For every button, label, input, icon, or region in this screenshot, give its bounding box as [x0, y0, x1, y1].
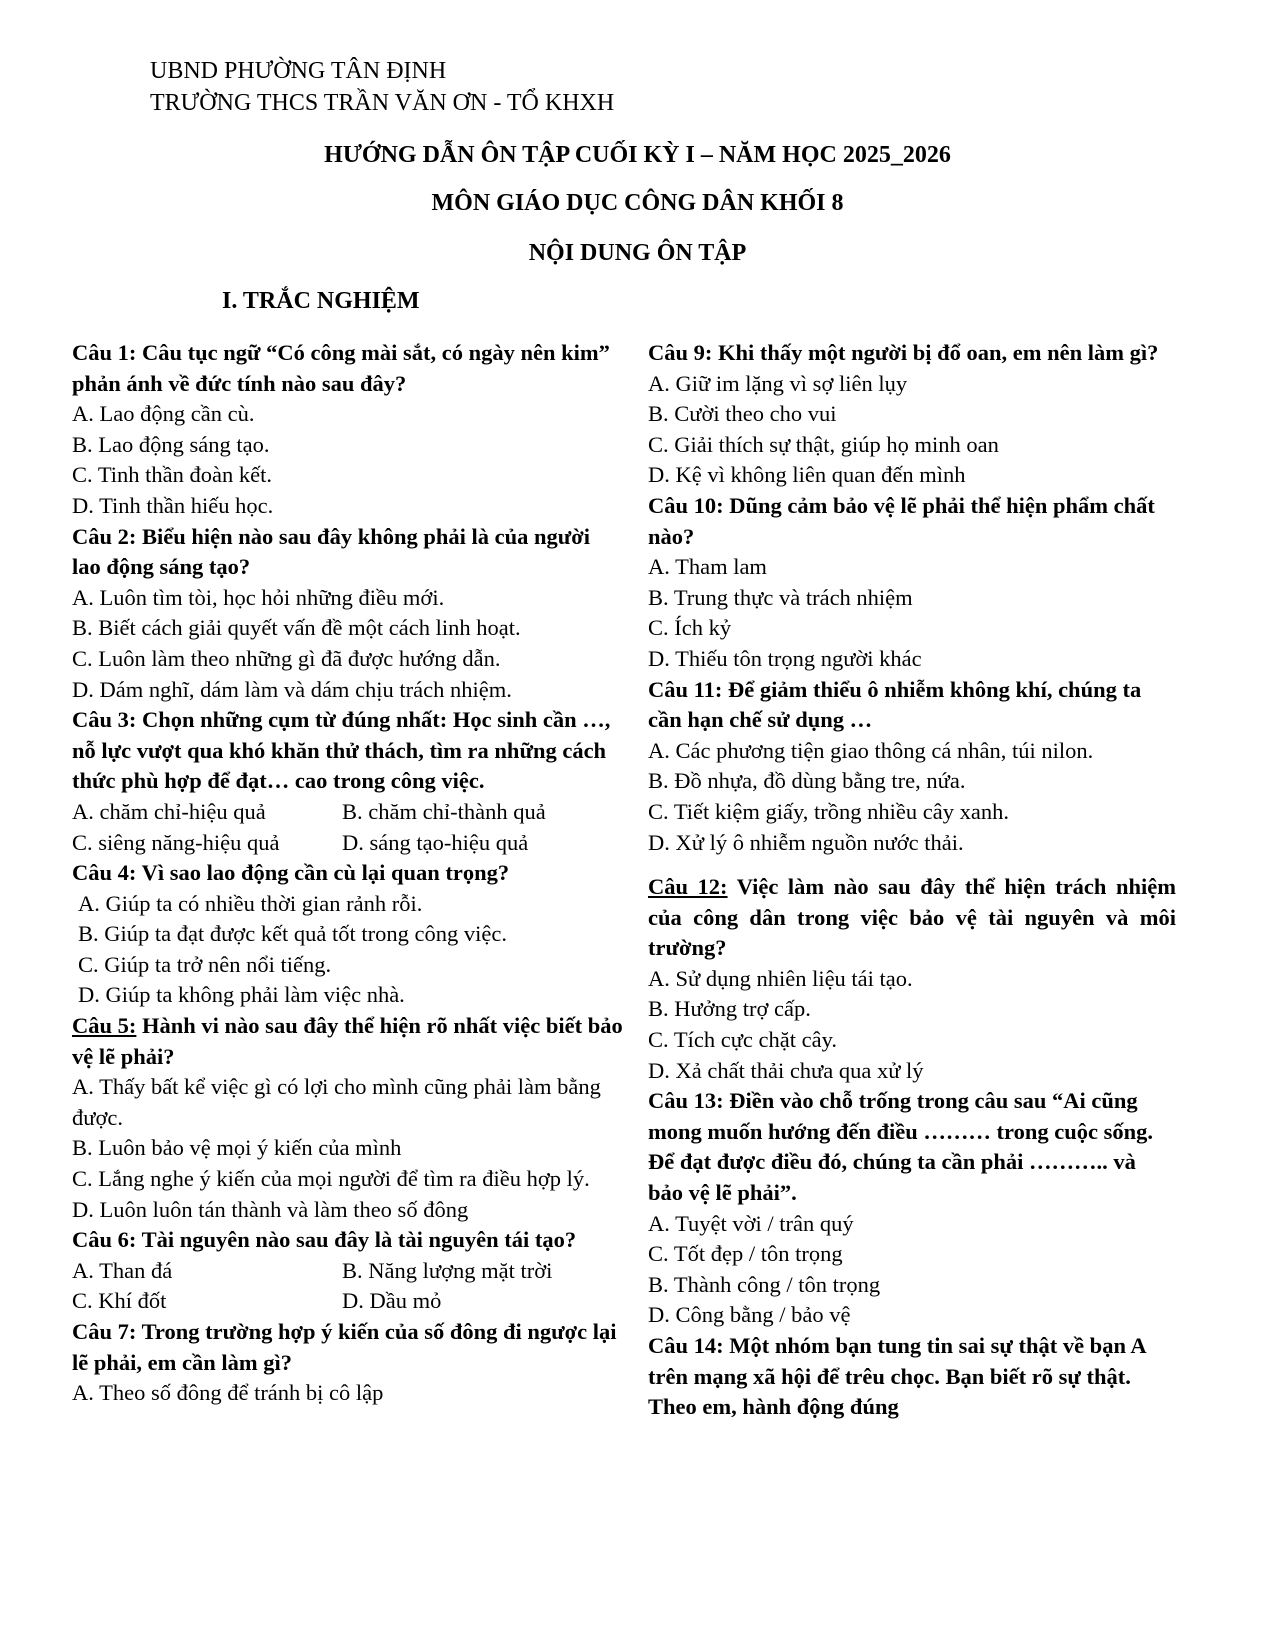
question-9: [648, 338, 1176, 491]
option-d: D. Dầu mỏ: [342, 1288, 442, 1314]
option-c: C. Luôn làm theo những gì đã được hướng dẫn.: [72, 645, 501, 671]
question-13: [648, 1086, 1176, 1331]
question-text: Câu 1: Câu tục ngữ “Có công mài sắt, có ngày nên kim” phản ánh về đức tính nào sau đây?: [72, 340, 610, 396]
question-text: Câu 14: Một nhóm bạn tung tin sai sự thật về bạn A trên mạng xã hội để trêu chọc. Bạn biết rõ sự thật. Theo em, hành động đúng: [648, 1333, 1146, 1420]
option-b: B. Biết cách giải quyết vấn đề một cách linh hoạt.: [72, 615, 521, 641]
option-a: A. chăm chỉ-hiệu quả: [72, 798, 266, 824]
question-text: Hành vi nào sau đây thể hiện rõ nhất việc biết bảo vệ lẽ phải?: [72, 1013, 623, 1069]
question-5: [72, 1011, 624, 1225]
question-3: [72, 705, 624, 858]
option-a: A. Than đá: [72, 1257, 173, 1283]
question-text: Câu 6: Tài nguyên nào sau đây là tài nguyên tái tạo?: [72, 1227, 577, 1253]
question-label: Câu 5:: [72, 1013, 137, 1039]
question-label: Câu 12:: [648, 874, 728, 900]
question-4: [72, 858, 624, 1011]
option-d: D. Thiếu tôn trọng người khác: [648, 645, 922, 671]
option-a: A. Giữ im lặng vì sợ liên lụy: [648, 370, 908, 396]
document-title: HƯỚNG DẪN ÔN TẬP CUỐI KỲ I – NĂM HỌC 2025_2026: [324, 142, 951, 168]
subject-title: MÔN GIÁO DỤC CÔNG DÂN KHỐI 8: [431, 190, 844, 216]
option-b: B. chăm chỉ-thành quả: [342, 798, 546, 824]
question-text: Câu 13: Điền vào chỗ trống trong câu sau “Ai cũng mong muốn hướng đến điều ……… trong cuộc sống. Để đạt được điều đó, chúng ta cần phải ……….. và bảo vệ lẽ phải”.: [648, 1088, 1154, 1206]
option-a: A. Luôn tìm tòi, học hỏi những điều mới.: [72, 584, 445, 610]
option-c: C. Tiết kiệm giấy, trồng nhiều cây xanh.: [648, 798, 1009, 824]
option-a: A. Tham lam: [648, 554, 767, 580]
question-7: [72, 1317, 624, 1409]
option-b: B. Thành công / tôn trọng: [648, 1271, 881, 1297]
question-12: [648, 872, 1176, 1086]
header-line-1: UBND PHƯỜNG TÂN ĐỊNH: [150, 58, 447, 84]
option-c: C. siêng năng-hiệu quả: [72, 829, 280, 855]
option-c: C. Giải thích sự thật, giúp họ minh oan: [648, 431, 999, 457]
question-text: Câu 7: Trong trường hợp ý kiến của số đông đi ngược lại lẽ phải, em cần làm gì?: [72, 1319, 617, 1375]
option-d: D. Tinh thần hiếu học.: [72, 492, 274, 518]
option-c: C. Khí đốt: [72, 1288, 167, 1314]
option-c: C. Giúp ta trở nên nổi tiếng.: [78, 951, 332, 977]
question-11: [648, 675, 1176, 859]
question-text: Câu 3: Chọn những cụm từ đúng nhất: Học sinh cần …, nỗ lực vượt qua khó khăn thử thách, tìm ra những cách thức phù hợp để đạt… cao trong công việc.: [72, 707, 611, 794]
option-b: B. Trung thực và trách nhiệm: [648, 584, 913, 610]
content-title: NỘI DUNG ÔN TẬP: [528, 240, 747, 266]
question-10: [648, 491, 1176, 675]
option-a: A. Sử dụng nhiên liệu tái tạo.: [648, 965, 913, 991]
option-d: D. Xử lý ô nhiễm nguồn nước thải.: [648, 829, 964, 855]
option-d: D. Dám nghĩ, dám làm và dám chịu trách nhiệm.: [72, 676, 512, 702]
question-2: [72, 522, 624, 706]
option-a: A. Theo số đông để tránh bị cô lập: [72, 1380, 384, 1406]
question-text: Câu 10: Dũng cảm bảo vệ lẽ phải thể hiện phẩm chất nào?: [648, 492, 1155, 549]
option-a: A. Thấy bất kể việc gì có lợi cho mình cũng phải làm bằng được.: [72, 1074, 601, 1130]
option-d: D. Giúp ta không phải làm việc nhà.: [78, 982, 405, 1008]
right-column: [648, 338, 1176, 1423]
left-column: [72, 338, 624, 1409]
question-text: Câu 2: Biểu hiện nào sau đây không phải là của người lao động sáng tạo?: [72, 523, 590, 580]
option-c: C. Lắng nghe ý kiến của mọi người để tìm ra điều hợp lý.: [72, 1166, 590, 1192]
question-1: [72, 338, 624, 522]
option-d: D. Luôn luôn tán thành và làm theo số đông: [72, 1196, 469, 1222]
option-c: C. Tích cực chặt cây.: [648, 1027, 837, 1053]
question-14: [648, 1331, 1176, 1423]
option-c: C. Tốt đẹp / tôn trọng: [648, 1241, 843, 1267]
question-text: Câu 9: Khi thấy một người bị đổ oan, em nên làm gì?: [648, 340, 1159, 365]
section-heading: I. TRẮC NGHIỆM: [222, 288, 420, 314]
option-d: D. sáng tạo-hiệu quả: [342, 829, 529, 855]
question-text: Câu 4: Vì sao lao động cần cù lại quan trọng?: [72, 860, 510, 886]
option-d: D. Công bằng / bảo vệ: [648, 1302, 851, 1328]
question-6: [72, 1225, 624, 1317]
option-b: B. Cười theo cho vui: [648, 401, 837, 427]
option-d: D. Kệ vì không liên quan đến mình: [648, 462, 966, 488]
option-b: B. Năng lượng mặt trời: [342, 1257, 553, 1283]
option-b: B. Luôn bảo vệ mọi ý kiến của mình: [72, 1135, 402, 1161]
option-b: B. Lao động sáng tạo.: [72, 431, 270, 457]
option-d: D. Xả chất thải chưa qua xử lý: [648, 1057, 924, 1083]
option-b: B. Hưởng trợ cấp.: [648, 996, 811, 1022]
option-a: A. Giúp ta có nhiều thời gian rảnh rỗi.: [78, 890, 423, 916]
option-a: A. Tuyệt vời / trân quý: [648, 1210, 854, 1236]
option-c: C. Tinh thần đoàn kết.: [72, 462, 273, 488]
question-text: Câu 11: Để giảm thiểu ô nhiễm không khí, chúng ta cần hạn chế sử dụng …: [648, 676, 1142, 733]
option-c: C. Ích kỷ: [648, 615, 732, 641]
question-text: Việc làm nào sau đây thể hiện trách nhiệm của công dân trong việc bảo vệ tài nguyên và môi trường?: [648, 874, 1176, 961]
option-b: B. Đồ nhựa, đồ dùng bằng tre, nứa.: [648, 768, 966, 794]
option-a: A. Lao động cần cù.: [72, 401, 255, 427]
header-line-2: TRƯỜNG THCS TRẦN VĂN ƠN - TỔ KHXH: [150, 90, 615, 116]
option-a: A. Các phương tiện giao thông cá nhân, túi nilon.: [648, 737, 1094, 763]
option-b: B. Giúp ta đạt được kết quả tốt trong công việc.: [78, 921, 507, 947]
